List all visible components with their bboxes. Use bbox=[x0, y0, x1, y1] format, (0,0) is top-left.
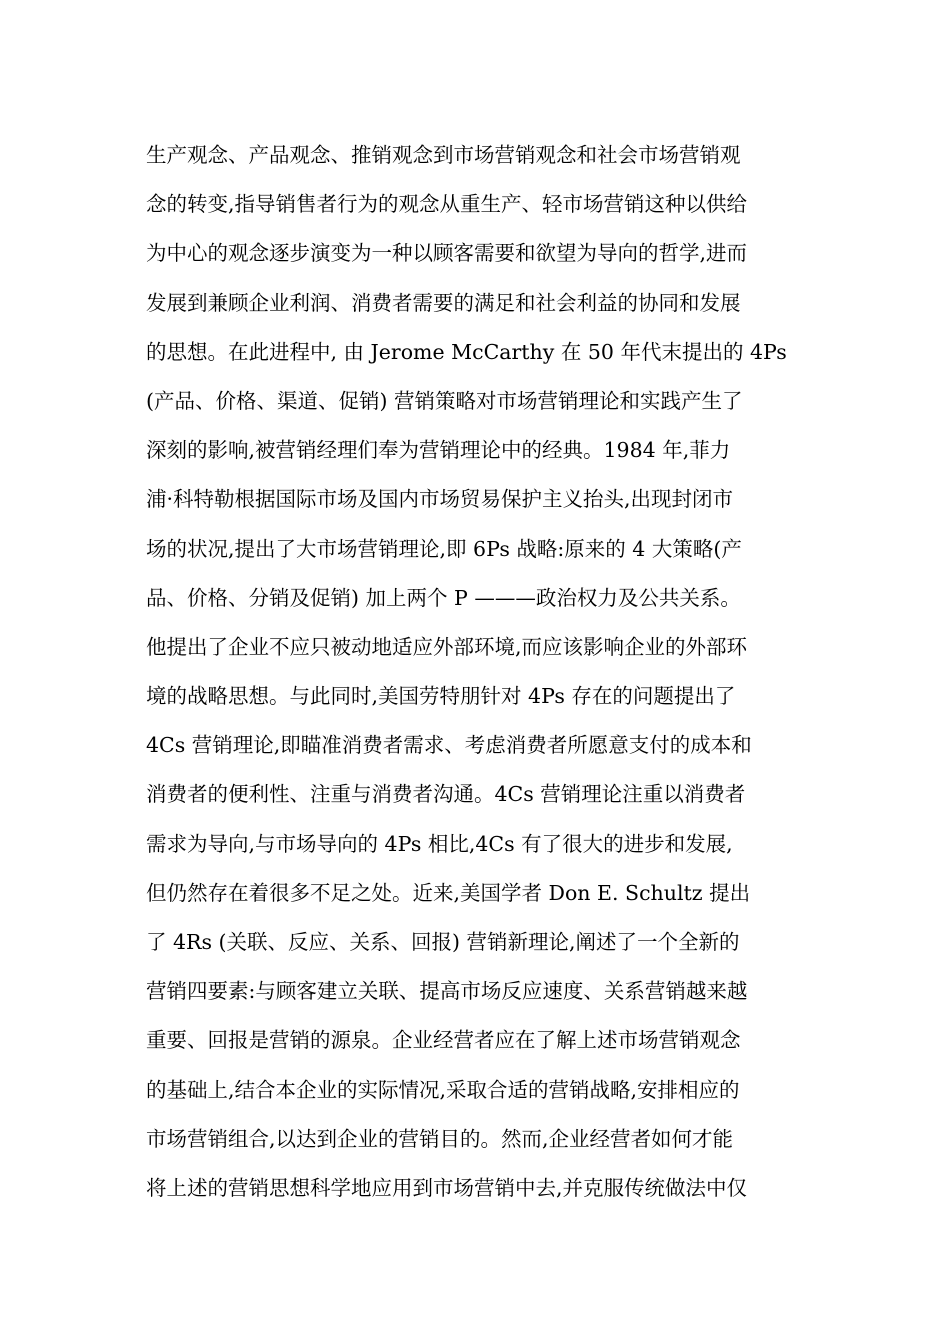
text-line: 场的状况,提出了大市场营销理论,即 6Ps 战略:原来的 4 大策略(产 bbox=[146, 536, 742, 561]
text-line: 品、价格、分销及促销) 加上两个 P ———政治权力及公共关系。 bbox=[146, 585, 741, 610]
text-line: 深刻的影响,被营销经理们奉为营销理论中的经典。1984 年,菲力 bbox=[146, 438, 731, 463]
text-line: 消费者的便利性、注重与消费者沟通。4Cs 营销理论注重以消费者 bbox=[146, 782, 746, 807]
text-line: 了 4Rs (关联、反应、关系、回报) 营销新理论,阐述了一个全新的 bbox=[146, 930, 740, 954]
text-line: 重要、回报是营销的源泉。企业经营者应在了解上述市场营销观念 bbox=[146, 1028, 741, 1053]
text-line: 浦·科特勒根据国际市场及国内市场贸易保护主义抬头,出现封闭市 bbox=[146, 487, 734, 512]
text-line: 境的战略思想。与此同时,美国劳特朋针对 4Ps 存在的问题提出了 bbox=[146, 684, 736, 709]
text-line: 为中心的观念逐步演变为一种以顾客需要和欲望为导向的哲学,进而 bbox=[146, 241, 748, 266]
text-line: 营销四要素:与顾客建立关联、提高市场反应速度、关系营销越来越 bbox=[146, 979, 748, 1004]
text-line: 需求为导向,与市场导向的 4Ps 相比,4Cs 有了很大的进步和发展, bbox=[146, 831, 733, 856]
text-line: 念的转变,指导销售者行为的观念从重生产、轻市场营销这种以供给 bbox=[146, 192, 748, 217]
text-line: 发展到兼顾企业利润、消费者需要的满足和社会利益的协同和发展 bbox=[146, 290, 741, 315]
text-line: 4Cs 营销理论,即瞄准消费者需求、考虑消费者所愿意支付的成本和 bbox=[146, 733, 752, 758]
text-line: 他提出了企业不应只被动地适应外部环境,而应该影响企业的外部环 bbox=[146, 634, 748, 659]
text-line: 的思想。在此进程中, 由 Jerome McCarthy 在 50 年代末提出的 4Ps bbox=[146, 339, 787, 364]
text-line: 将上述的营销思想科学地应用到市场营销中去,并克服传统做法中仅 bbox=[146, 1175, 748, 1200]
text-line: (产品、价格、渠道、促销) 营销策略对市场营销理论和实践产生了 bbox=[146, 388, 743, 413]
text-line: 市场营销组合,以达到企业的营销目的。然而,企业经营者如何才能 bbox=[146, 1126, 734, 1151]
text-line: 但仍然存在着很多不足之处。近来,美国学者 Don E. Schultz 提出 bbox=[146, 880, 751, 905]
text-line: 生产观念、产品观念、推销观念到市场营销观念和社会市场营销观 bbox=[146, 143, 741, 167]
body-text bbox=[146, 131, 806, 1213]
text-line: 的基础上,结合本企业的实际情况,采取合适的营销战略,安排相应的 bbox=[146, 1077, 740, 1102]
